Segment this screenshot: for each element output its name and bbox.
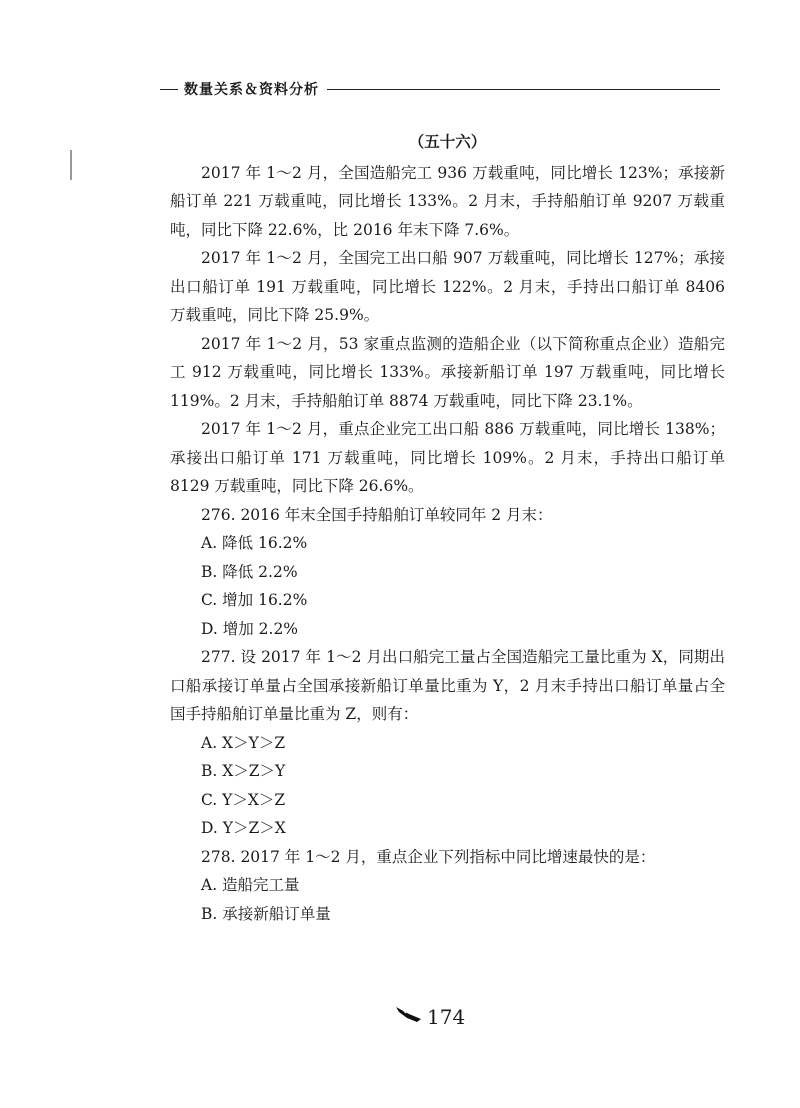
paragraph-4: 2017 年 1～2 月，重点企业完工出口船 886 万载重吨，同比增长 138%；承接出口船订单 171 万载重吨，同比增长 109%。2 月末，手持出口船订单 8129 万载重吨，同比下降 26.6%。 xyxy=(170,420,725,495)
paragraph-2: 2017 年 1～2 月，全国完工出口船 907 万载重吨，同比增长 127%；承接出口船订单 191 万载重吨，同比增长 122%。2 月末，手持出口船订单 8406 万载重吨，同比下降 25.9%。 xyxy=(170,249,725,324)
option-b: B. 降低 2.2% xyxy=(201,562,298,581)
question-278 xyxy=(170,843,725,929)
option-d: D. Y＞Z＞X xyxy=(201,819,286,837)
question-276 xyxy=(170,501,725,644)
bird-logo-icon xyxy=(395,1004,423,1029)
header-dash xyxy=(160,89,178,90)
option-a: A. 造船完工量 xyxy=(201,876,300,894)
option-b: B. 承接新船订单量 xyxy=(201,904,331,923)
running-header xyxy=(160,78,720,100)
section-title: （五十六） xyxy=(408,132,487,151)
question-stem: 278. 2017 年 1～2 月，重点企业下列指标中同比增速最快的是： xyxy=(201,847,656,866)
paragraph-3: 2017 年 1～2 月，53 家重点监测的造船企业（以下简称重点企业）造船完工 912 万载重吨，同比增长 133%。承接新船订单 197 万载重吨，同比增长 119%。2 月末，手持船舶订单 8874 万载重吨，同比下降 23.1%。 xyxy=(170,334,725,410)
option-a: A. 降低 16.2% xyxy=(201,534,308,552)
option-c: C. 增加 16.2% xyxy=(201,591,308,609)
paragraph-1: 2017 年 1～2 月，全国造船完工 936 万载重吨，同比增长 123%；承接新船订单 221 万载重吨，同比增长 133%。2 月末，手持船舶订单 9207 万载重吨，同比下降 22.6%，比 2016 年末下降 7.6%。 xyxy=(170,163,725,239)
option-d: D. 增加 2.2% xyxy=(201,619,299,638)
question-stem: 276. 2016 年末全国手持船舶订单较同年 2 月末： xyxy=(201,505,553,524)
page-number: 174 xyxy=(427,1004,466,1029)
option-a: A. X＞Y＞Z xyxy=(201,733,286,752)
header-title: 数量关系＆资料分析 xyxy=(184,82,319,98)
option-b: B. X＞Z＞Y xyxy=(201,762,286,780)
question-277 xyxy=(170,643,725,843)
header-rule xyxy=(327,89,720,90)
margin-mark xyxy=(70,150,72,180)
question-stem: 277. 设 2017 年 1～2 月出口船完工量占全国造船完工量比重为 X，同期出口船承接订单量占全国承接新船订单量比重为 Y，2 月末手持出口船订单量占全国手持船舶订单量比重为 Z，则有： xyxy=(170,648,725,723)
page-footer xyxy=(395,1004,465,1029)
option-c: C. Y＞X＞Z xyxy=(201,790,286,809)
page-content xyxy=(170,128,725,928)
